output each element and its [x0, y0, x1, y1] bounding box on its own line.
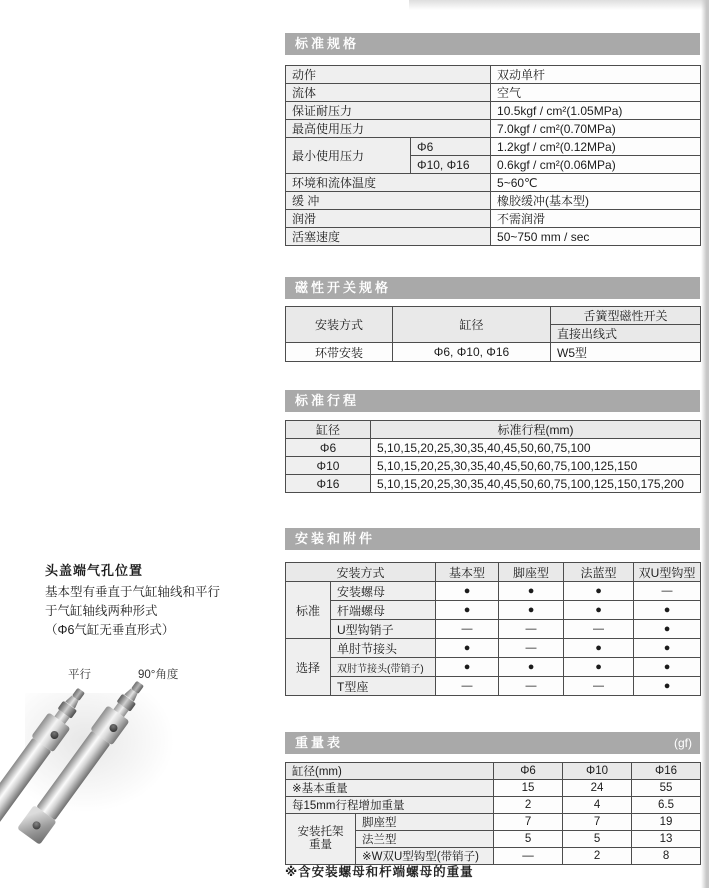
cell-value: 双动单杆 — [491, 66, 701, 84]
row-label: 润滑 — [286, 210, 491, 228]
row-label: 最小使用压力 — [286, 138, 411, 174]
cell-value: 5,10,15,20,25,30,35,40,45,50,60,75,100,125,150 — [371, 457, 701, 475]
availability-mark: ● — [634, 639, 701, 658]
cell-value: 空气 — [491, 84, 701, 102]
row-label: 流体 — [286, 84, 491, 102]
availability-mark: — — [499, 620, 564, 639]
col-header: 双U型钩型 — [634, 563, 701, 582]
row-label: 最高使用压力 — [286, 120, 491, 138]
availability-mark: — — [564, 677, 634, 696]
air-port-hole — [31, 819, 42, 830]
table-row — [286, 307, 701, 325]
col-header: 标准行程(mm) — [371, 421, 701, 439]
col-header: Φ10 — [563, 763, 632, 780]
section-title-switch — [285, 277, 700, 299]
availability-mark: ● — [564, 601, 634, 620]
cell-value: 5 — [563, 831, 632, 848]
section-title-mounting — [285, 528, 700, 550]
table-row — [286, 192, 701, 210]
cell-value: 7 — [563, 814, 632, 831]
weight-unit-label: (gf) — [674, 736, 692, 750]
air-port-hole — [107, 722, 118, 733]
col-header: 直接出线式 — [551, 325, 701, 343]
table-row — [286, 620, 701, 639]
col-header: 安装方式 — [286, 563, 436, 582]
section-title-switch-label: 磁性开关规格 — [295, 280, 392, 295]
table-row — [286, 457, 701, 475]
section-title-spec-label: 标准规格 — [295, 36, 360, 51]
row-label: 活塞速度 — [286, 228, 491, 246]
stroke-table — [285, 420, 701, 493]
row-label: U型钩销子 — [331, 620, 436, 639]
table-row — [286, 343, 701, 362]
table-row — [286, 228, 701, 246]
row-label: Φ6 — [286, 439, 371, 457]
group-label — [286, 814, 356, 865]
cell-value: 不需润滑 — [491, 210, 701, 228]
row-label: 每15mm行程增加重量 — [286, 797, 494, 814]
cell-value: 7.0kgf / cm²(0.70MPa) — [491, 120, 701, 138]
row-label: 脚座型 — [356, 814, 494, 831]
table-row — [286, 475, 701, 493]
availability-mark: — — [436, 677, 499, 696]
cell-value: 50~750 mm / sec — [491, 228, 701, 246]
table-row — [286, 210, 701, 228]
row-label: T型座 — [331, 677, 436, 696]
availability-mark: — — [634, 582, 701, 601]
cell-value: 4 — [563, 797, 632, 814]
cell-value: 环带安装 — [286, 343, 393, 362]
cell-value: 55 — [632, 780, 701, 797]
row-label: Φ10 — [286, 457, 371, 475]
col-header: Φ6 — [494, 763, 563, 780]
table-row — [286, 677, 701, 696]
availability-mark: — — [436, 620, 499, 639]
table-row — [286, 658, 701, 677]
cell-value: 橡胶缓冲(基本型) — [491, 192, 701, 210]
cell-value: 2 — [563, 848, 632, 865]
col-header: 缸径(mm) — [286, 763, 494, 780]
table-row — [286, 120, 701, 138]
row-label: ※基本重量 — [286, 780, 494, 797]
col-header: Φ16 — [632, 763, 701, 780]
table-row — [286, 439, 701, 457]
caption-parallel: 平行 — [68, 669, 91, 681]
weight-footnote: ※含安装螺母和杆端螺母的重量 — [285, 865, 474, 879]
table-row — [286, 763, 701, 780]
table-row — [286, 66, 701, 84]
cell-value: 5~60℃ — [491, 174, 701, 192]
section-title-stroke — [285, 390, 700, 412]
spec-table — [285, 65, 701, 246]
caption-angle: 90°角度 — [138, 669, 179, 681]
table-row — [286, 601, 701, 620]
table-row — [286, 582, 701, 601]
table-row — [286, 639, 701, 658]
cell-value: 5,10,15,20,25,30,35,40,45,50,60,75,100,125,150,175,200 — [371, 475, 701, 493]
row-label: 法兰型 — [356, 831, 494, 848]
mounting-table — [285, 562, 701, 696]
row-label: 动作 — [286, 66, 491, 84]
row-label: 杆端螺母 — [331, 601, 436, 620]
table-row — [286, 102, 701, 120]
table-row — [286, 780, 701, 797]
group-label: 标准 — [286, 582, 331, 639]
table-row — [286, 814, 701, 831]
cell-value: 7 — [494, 814, 563, 831]
availability-mark: ● — [634, 601, 701, 620]
cell-value: W5型 — [551, 343, 701, 362]
availability-mark: ● — [499, 658, 564, 677]
cell-value: 24 — [563, 780, 632, 797]
availability-mark: ● — [564, 639, 634, 658]
product-photo — [25, 678, 275, 888]
port-note-line: 于气缸轴线两种形式 — [45, 604, 158, 618]
availability-mark: ● — [634, 677, 701, 696]
group-label-line: 安装托架 — [297, 826, 344, 838]
port-position-note — [45, 561, 280, 640]
col-header: 缸径 — [286, 421, 371, 439]
cell-value: 5,10,15,20,25,30,35,40,45,50,60,75,100 — [371, 439, 701, 457]
cell-value: — — [494, 848, 563, 865]
table-row — [286, 563, 701, 582]
availability-mark: ● — [436, 658, 499, 677]
cell-value: 6.5 — [632, 797, 701, 814]
col-header: 基本型 — [436, 563, 499, 582]
section-title-weight-label: 重量表 — [295, 735, 344, 750]
availability-mark: ● — [499, 582, 564, 601]
cell-value: 1.2kgf / cm²(0.12MPa) — [491, 138, 701, 156]
row-label: 环境和流体温度 — [286, 174, 491, 192]
switch-table — [285, 306, 701, 362]
cell-value: 2 — [494, 797, 563, 814]
table-row — [286, 421, 701, 439]
row-label: 保证耐压力 — [286, 102, 491, 120]
row-sublabel: Φ6 — [411, 138, 491, 156]
availability-mark: — — [499, 639, 564, 658]
weight-table — [285, 762, 701, 865]
table-row — [286, 174, 701, 192]
col-header: 缸径 — [393, 307, 551, 343]
row-label: ※W双U型钩型(带销子) — [356, 848, 494, 865]
group-label-line: 重量 — [309, 839, 332, 851]
air-port-hole — [48, 729, 59, 740]
col-header: 脚座型 — [499, 563, 564, 582]
availability-mark: ● — [564, 582, 634, 601]
availability-mark: ● — [436, 601, 499, 620]
cell-value: Φ6, Φ10, Φ16 — [393, 343, 551, 362]
availability-mark: ● — [564, 658, 634, 677]
cell-value: 13 — [632, 831, 701, 848]
availability-mark: ● — [436, 582, 499, 601]
availability-mark: ● — [436, 639, 499, 658]
page-edge-top — [409, 0, 709, 10]
availability-mark: — — [499, 677, 564, 696]
col-header: 舌簧型磁性开关 — [551, 307, 701, 325]
row-label: 单肘节接头 — [331, 639, 436, 658]
section-title-mounting-label: 安装和附件 — [295, 531, 376, 546]
table-row — [286, 138, 701, 156]
section-title-weight — [285, 732, 700, 754]
section-title-stroke-label: 标准行程 — [295, 393, 360, 408]
availability-mark: ● — [499, 601, 564, 620]
col-header: 安装方式 — [286, 307, 393, 343]
port-note-line: 基本型有垂直于气缸轴线和平行 — [45, 585, 221, 599]
cell-value: 5 — [494, 831, 563, 848]
table-row — [286, 84, 701, 102]
cell-value: 8 — [632, 848, 701, 865]
cell-value: 0.6kgf / cm²(0.06MPa) — [491, 156, 701, 174]
row-label: Φ16 — [286, 475, 371, 493]
row-label: 安装螺母 — [331, 582, 436, 601]
col-header: 法蓝型 — [564, 563, 634, 582]
availability-mark: — — [564, 620, 634, 639]
table-row — [286, 797, 701, 814]
cell-value: 10.5kgf / cm²(1.05MPa) — [491, 102, 701, 120]
row-sublabel: Φ10, Φ16 — [411, 156, 491, 174]
cell-value: 19 — [632, 814, 701, 831]
availability-mark: ● — [634, 620, 701, 639]
availability-mark: ● — [634, 658, 701, 677]
port-note-line: （Φ6气缸无垂直形式） — [45, 623, 175, 637]
group-label: 选择 — [286, 639, 331, 696]
cell-value: 15 — [494, 780, 563, 797]
row-label: 双肘节接头(带销子) — [331, 658, 436, 677]
page-edge-right — [701, 0, 709, 888]
section-title-spec — [285, 33, 700, 55]
port-note-heading: 头盖端气孔位置 — [45, 563, 144, 578]
row-label: 缓 冲 — [286, 192, 491, 210]
